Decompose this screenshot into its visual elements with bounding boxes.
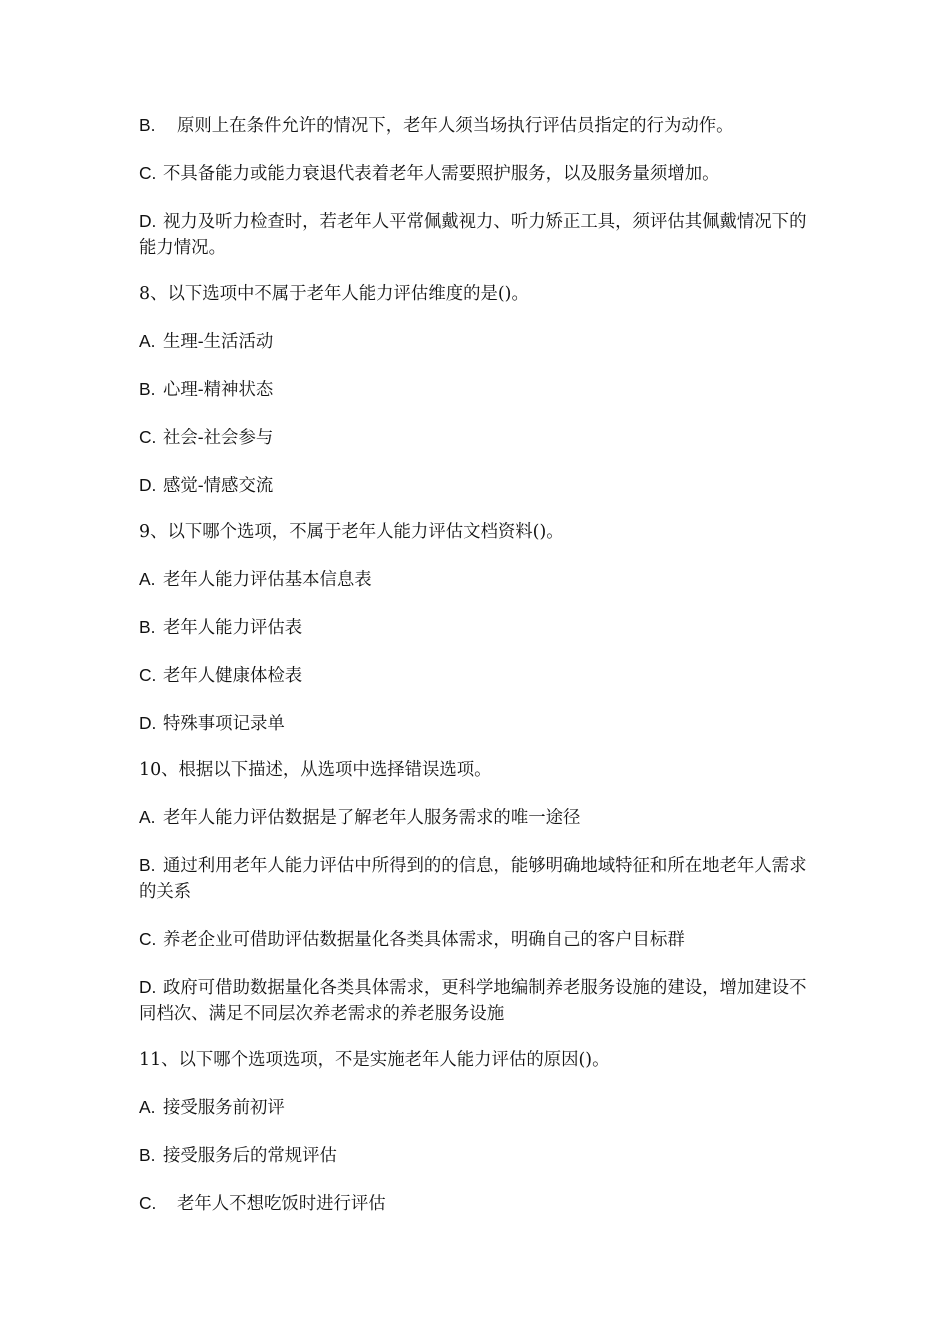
q11-option-c bbox=[139, 1190, 821, 1217]
option-b-line bbox=[139, 112, 821, 139]
option-text: 感觉-情感交流 bbox=[163, 475, 274, 496]
option-c-line bbox=[139, 160, 821, 187]
q10-option-c bbox=[139, 926, 821, 953]
question-text: 8、以下选项中不属于老年人能力评估维度的是()。 bbox=[139, 284, 529, 305]
option-text: 接受服务前初评 bbox=[163, 1098, 285, 1119]
option-letter: C. bbox=[139, 162, 157, 183]
option-text: 老年人健康体检表 bbox=[163, 665, 303, 686]
q8-option-b bbox=[139, 376, 821, 403]
option-text: 老年人能力评估基本信息表 bbox=[163, 570, 372, 591]
option-letter: A. bbox=[139, 569, 156, 590]
q10-option-d bbox=[139, 974, 821, 1027]
option-letter: C. bbox=[139, 664, 157, 685]
option-letter: B. bbox=[139, 115, 156, 135]
option-text: 原则上在条件允许的情况下，老年人须当场执行评估员指定的行为动作。 bbox=[177, 116, 734, 136]
option-letter: B. bbox=[139, 1144, 156, 1165]
option-letter: A. bbox=[139, 331, 156, 352]
option-text: 特殊事项记录单 bbox=[163, 713, 285, 734]
question-9 bbox=[139, 519, 821, 545]
option-letter: D. bbox=[139, 474, 157, 495]
question-10 bbox=[139, 757, 821, 783]
question-text: 10、根据以下描述，从选项中选择错误选项。 bbox=[139, 760, 492, 781]
q9-option-c bbox=[139, 662, 821, 689]
option-text: 不具备能力或能力衰退代表着老年人需要照护服务，以及服务量须增加。 bbox=[163, 163, 720, 184]
option-text: 老年人能力评估数据是了解老年人服务需求的唯一途径 bbox=[163, 808, 581, 829]
question-8 bbox=[139, 281, 821, 307]
q9-option-a bbox=[139, 566, 821, 593]
option-text: 政府可借助数据量化各类具体需求，更科学地编制养老服务设施的建设，增加建设不同档次、满足不同层次养老需求的养老服务设施 bbox=[139, 977, 807, 1024]
option-letter: B. bbox=[139, 854, 156, 875]
document-page bbox=[139, 112, 821, 1238]
option-letter: D. bbox=[139, 210, 157, 231]
q9-option-d bbox=[139, 710, 821, 737]
option-letter: D. bbox=[139, 976, 157, 997]
q10-option-a bbox=[139, 804, 821, 831]
option-letter: C. bbox=[139, 1192, 157, 1213]
option-letter: D. bbox=[139, 712, 157, 733]
question-text: 9、以下哪个选项，不属于老年人能力评估文档资料()。 bbox=[139, 522, 564, 543]
option-text: 社会-社会参与 bbox=[163, 427, 274, 448]
q8-option-a bbox=[139, 328, 821, 355]
option-text: 老年人能力评估表 bbox=[163, 617, 303, 638]
option-text: 老年人不想吃饭时进行评估 bbox=[177, 1193, 386, 1214]
q9-option-b bbox=[139, 614, 821, 641]
option-letter: B. bbox=[139, 378, 156, 399]
q8-option-d bbox=[139, 472, 821, 499]
option-letter: A. bbox=[139, 1097, 156, 1118]
option-text: 生理-生活活动 bbox=[163, 332, 274, 353]
question-11 bbox=[139, 1047, 821, 1073]
option-letter: B. bbox=[139, 616, 156, 637]
option-text: 视力及听力检查时，若老年人平常佩戴视力、听力矫正工具，须评估其佩戴情况下的能力情况。 bbox=[139, 211, 807, 258]
q10-option-b bbox=[139, 852, 821, 905]
option-letter: A. bbox=[139, 807, 156, 828]
option-letter: C. bbox=[139, 426, 157, 447]
option-text: 养老企业可借助评估数据量化各类具体需求，明确自己的客户目标群 bbox=[163, 929, 685, 950]
option-text: 心理-精神状态 bbox=[163, 379, 274, 400]
q11-option-b bbox=[139, 1142, 821, 1169]
q11-option-a bbox=[139, 1094, 821, 1121]
option-text: 接受服务后的常规评估 bbox=[163, 1145, 337, 1166]
q8-option-c bbox=[139, 424, 821, 451]
question-text: 11、以下哪个选项选项，不是实施老年人能力评估的原因()。 bbox=[139, 1050, 610, 1071]
option-letter: C. bbox=[139, 928, 157, 949]
option-text: 通过利用老年人能力评估中所得到的的信息，能够明确地域特征和所在地老年人需求的关系 bbox=[139, 855, 807, 902]
option-d-line bbox=[139, 208, 821, 261]
